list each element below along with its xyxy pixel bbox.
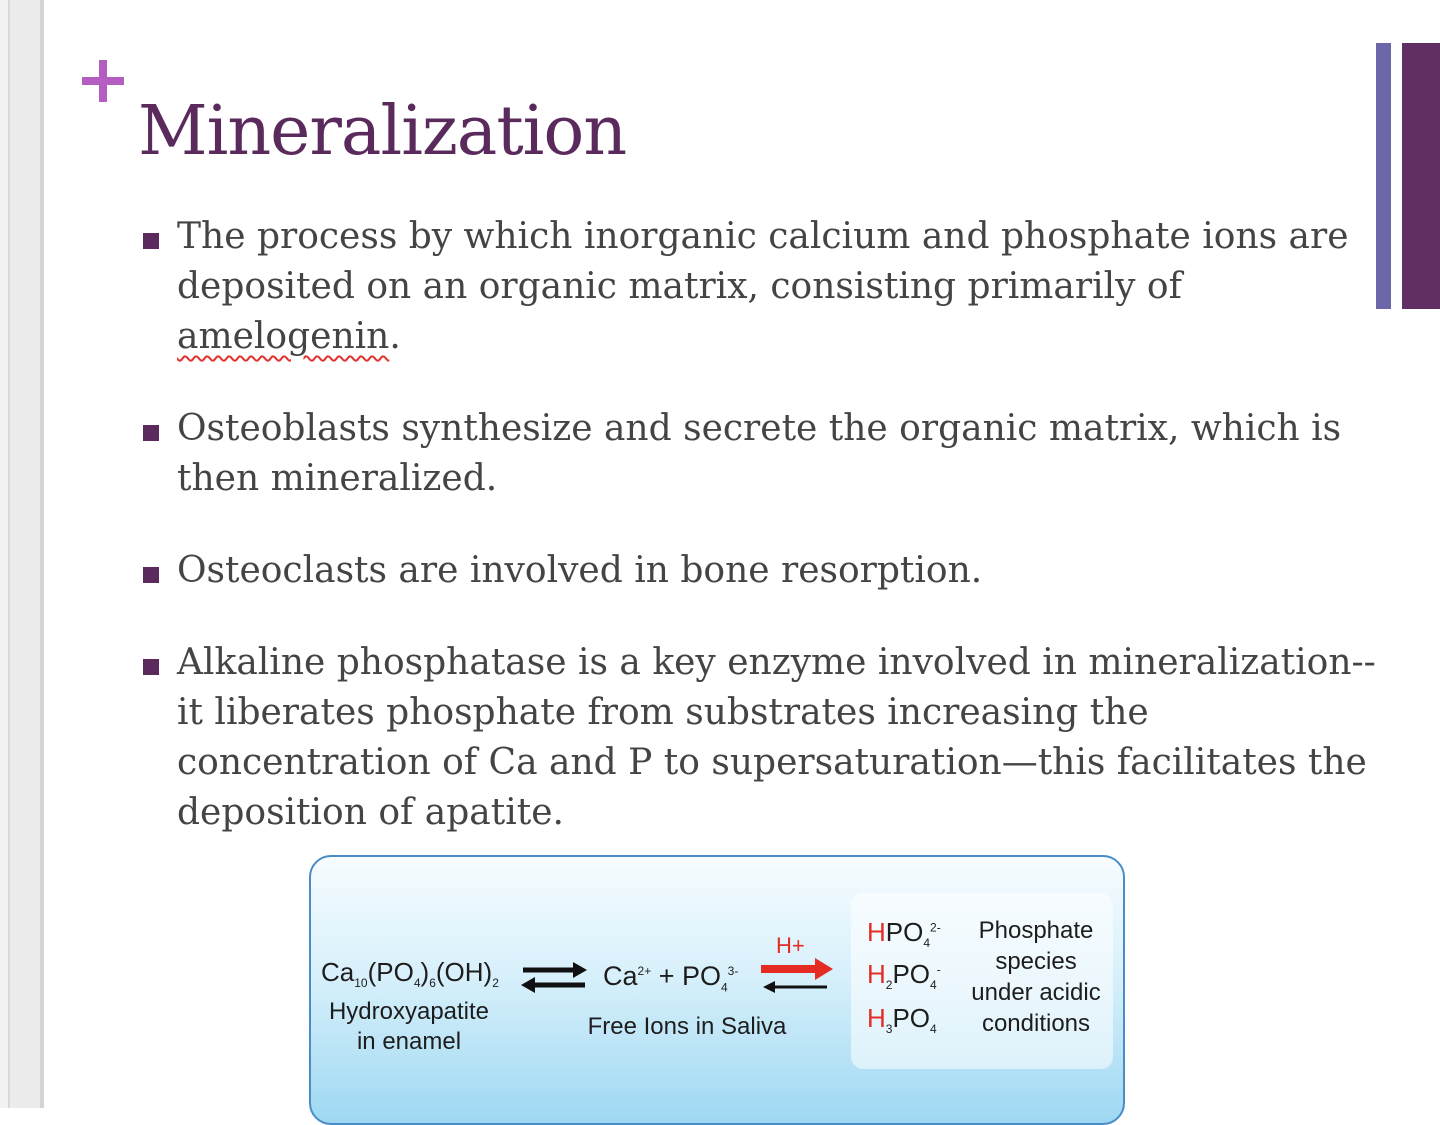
phosphate-species-h3po4: $H_3PO_4$ (867, 1003, 937, 1037)
phosphate-species-hpo4: $HPO_4^{2-}$ (867, 917, 941, 951)
equilibrium-arrows-icon (521, 959, 587, 995)
bullet-text (177, 212, 1380, 362)
bullet-text: Osteoclasts are involved in bone resorption. (177, 550, 983, 591)
slide-panel-edge (0, 0, 44, 1108)
bullet-text: Osteoblasts synthesize and secrete the organic matrix, which is then mineralized. (177, 408, 1342, 499)
bullet-text-part: . (389, 316, 401, 357)
caption-line: under acidic (971, 979, 1101, 1006)
bullet-square-icon (143, 233, 159, 249)
enamel-equilibrium-figure (309, 855, 1125, 1125)
bullet-item (140, 546, 1380, 596)
bullet-item (140, 212, 1380, 362)
bullet-text-part: The process by which inorganic calcium and phosphate ions are deposited on an organic matrix, consisting primarily of (177, 216, 1349, 307)
catalyst-label: H+ (776, 933, 805, 958)
bullet-item (140, 404, 1380, 504)
bullet-list (140, 208, 1380, 838)
free-ions-caption: Free Ions in Saliva (587, 1013, 787, 1040)
plus-icon (80, 58, 126, 104)
bullet-square-icon (143, 567, 159, 583)
bullet-text: Alkaline phosphatase is a key enzyme involved in mineralization--it liberates phosphate from substrates increasing the concentration of Ca and P to supersaturation—this facilitates the deposition of apatite. (177, 642, 1376, 833)
acid-shift-arrows-icon (759, 957, 833, 995)
caption-line: in enamel (356, 1028, 462, 1055)
slide-title: Mineralization (138, 92, 627, 171)
accent-bar-thick (1402, 43, 1440, 309)
caption-line: species (995, 948, 1077, 975)
caption-line: Hydroxyapatite (328, 998, 490, 1025)
phosphate-species-h2po4: $H_2PO_4^-$ (867, 959, 941, 993)
hydroxyapatite-caption (321, 997, 497, 1057)
spellcheck-flagged-word[interactable]: amelogenin (177, 316, 390, 357)
caption-line: conditions (981, 1010, 1091, 1037)
bullet-square-icon (143, 425, 159, 441)
hydroxyapatite-formula: $Ca_{10}(PO_4)_6(OH)_2$ (321, 957, 499, 991)
phosphate-species-caption (961, 915, 1111, 1039)
caption-line: Phosphate (978, 917, 1094, 944)
bullet-square-icon (143, 659, 159, 675)
free-ions-formula: $Ca^{2+} + PO_4^{3-}$ (603, 961, 739, 995)
bullet-item (140, 638, 1380, 838)
